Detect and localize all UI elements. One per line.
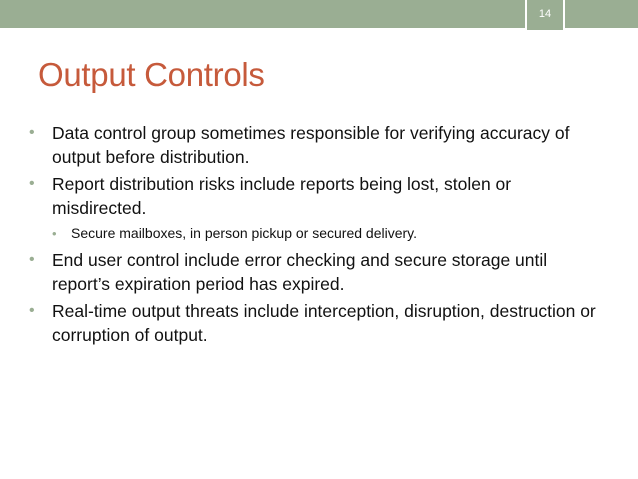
bullet-item	[29, 121, 599, 169]
slide-title: Output Controls	[38, 56, 265, 93]
bullet-text: Real-time output threats include interception, disruption, destruction or corruption of output.	[52, 301, 596, 345]
bullet-text: Data control group sometimes responsible for verifying accuracy of output before distribution.	[52, 123, 570, 167]
bullet-marker: •	[29, 302, 35, 319]
bullet-marker: •	[29, 124, 35, 141]
bullet-marker: •	[29, 175, 35, 192]
bullet-item	[29, 299, 599, 347]
bullet-item	[29, 172, 599, 220]
slide-number: 14	[525, 0, 565, 30]
bullet-text: Report distribution risks include reports being lost, stolen or misdirected.	[52, 174, 512, 218]
sub-bullet-item	[29, 224, 599, 243]
bullet-text: End user control include error checking and secure storage until report’s expiration period has expired.	[52, 250, 548, 294]
bullet-list	[29, 121, 599, 350]
bullet-item	[29, 248, 599, 296]
bullet-marker: •	[29, 251, 35, 268]
bullet-marker: •	[52, 226, 57, 241]
bullet-text: Secure mailboxes, in person pickup or secured delivery.	[71, 225, 418, 241]
